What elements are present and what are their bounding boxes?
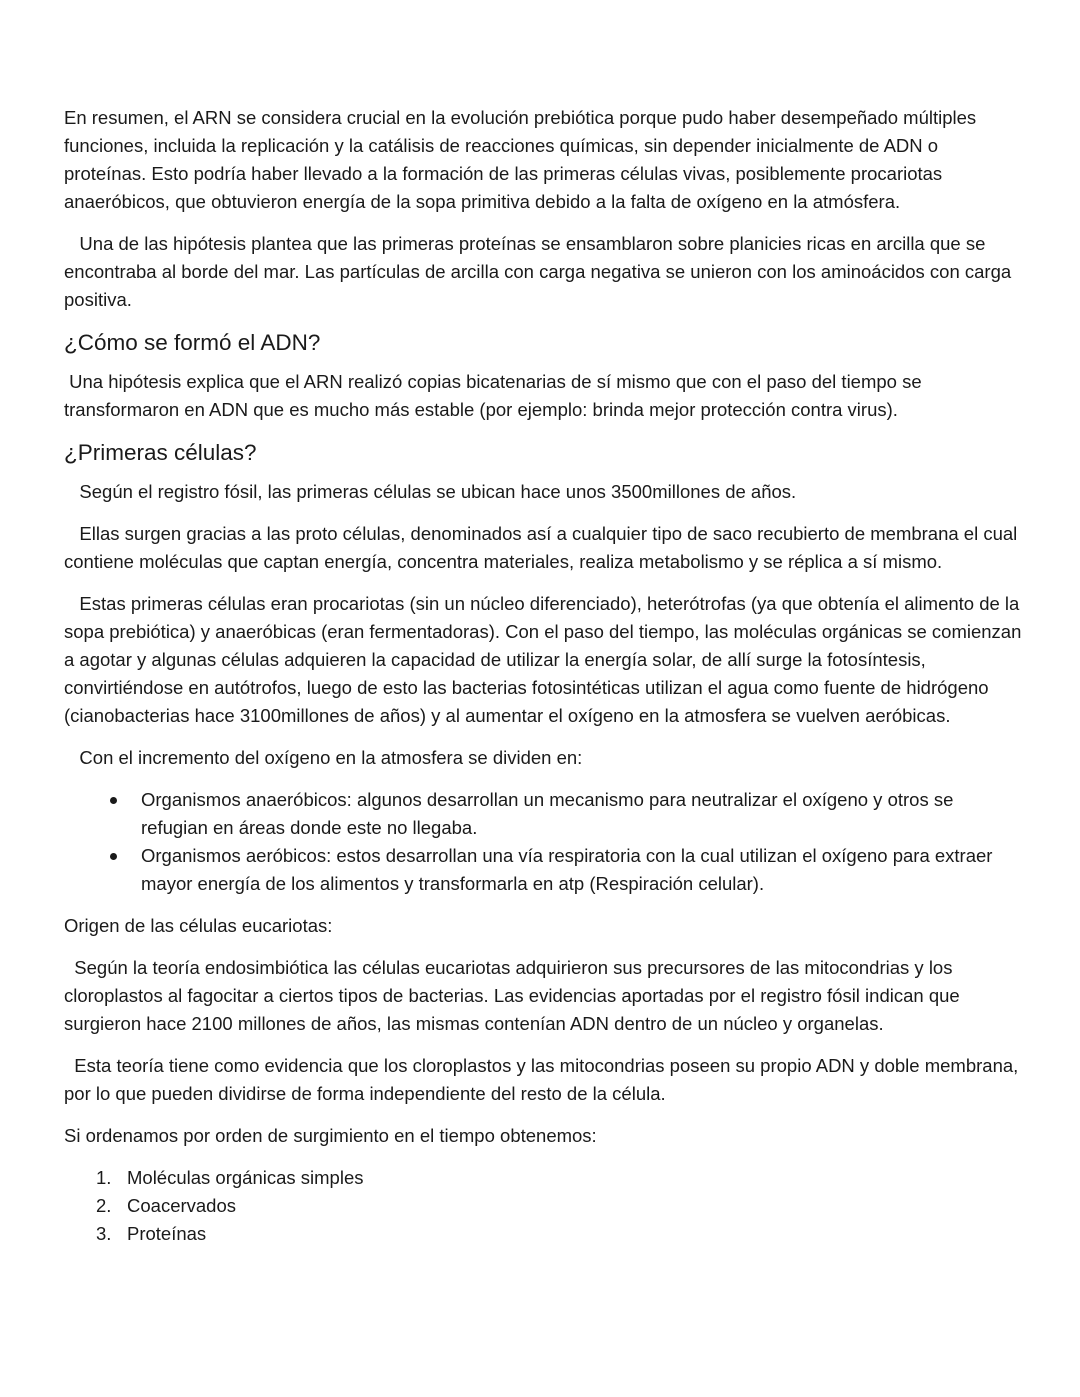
bullet-icon bbox=[110, 797, 117, 804]
bullet-icon bbox=[110, 853, 117, 860]
paragraph-order-intro: Si ordenamos por orden de surgimiento en el tiempo obtenemos: bbox=[64, 1125, 597, 1146]
list-item bbox=[96, 1164, 1024, 1192]
list-number: 3. bbox=[96, 1223, 112, 1244]
list-item bbox=[96, 1220, 1024, 1248]
list-item-text: Coacervados bbox=[127, 1195, 237, 1216]
list-item-text: Organismos aeróbicos: estos desarrollan una vía respiratoria con la cual utilizan el oxígeno para extraer mayor energía de los alimentos y transformarla en atp (Respiración celular). bbox=[141, 845, 993, 894]
paragraph-protocells: Ellas surgen gracias a las proto células, denominados así a cualquier tipo de saco recubierto de membrana el cual contiene moléculas que captan energía, concentra materiales, realiza metabolismo y se réplica a sí mismo. bbox=[64, 523, 1023, 572]
paragraph-clay-hypothesis: Una de las hipótesis plantea que las primeras proteínas se ensamblaron sobre planicies ricas en arcilla que se encontraba al borde del mar. Las partículas de arcilla con carga negativa se unieron con los aminoácidos con carga positiva. bbox=[64, 233, 1017, 310]
document-page bbox=[64, 104, 1027, 1248]
paragraph-theory-evidence: Esta teoría tiene como evidencia que los cloroplastos y las mitocondrias poseen su propio ADN y doble membrana, por lo que pueden dividirse de forma independiente del resto de la célula. bbox=[64, 1055, 1024, 1104]
list-item-text: Proteínas bbox=[127, 1223, 207, 1244]
list-item-text: Moléculas orgánicas simples bbox=[127, 1167, 364, 1188]
list-item-text: Organismos anaeróbicos: algunos desarrollan un mecanismo para neutralizar el oxígeno y otros se refugian en áreas donde este no llegaba. bbox=[141, 789, 954, 838]
paragraph-fossil-record: Según el registro fósil, las primeras células se ubican hace unos 3500millones de años. bbox=[64, 481, 797, 502]
list-item bbox=[96, 1192, 1024, 1220]
paragraph-adn-hypothesis: Una hipótesis explica que el ARN realizó copias bicatenarias de sí mismo que con el paso del tiempo se transformaron en ADN que es mucho más estable (por ejemplo: brinda mejor protección contra virus). bbox=[64, 371, 927, 420]
heading-first-cells: ¿Primeras células? bbox=[64, 440, 257, 465]
list-number: 2. bbox=[96, 1195, 112, 1216]
list-number: 1. bbox=[96, 1167, 112, 1188]
paragraph-oxygen-division: Con el incremento del oxígeno en la atmosfera se dividen en: bbox=[64, 747, 583, 768]
list-item bbox=[110, 786, 1024, 842]
paragraph-eukaryote-origin-label: Origen de las células eucariotas: bbox=[64, 915, 333, 936]
organism-type-list bbox=[64, 786, 1024, 898]
heading-adn-formation: ¿Cómo se formó el ADN? bbox=[64, 330, 321, 355]
list-item bbox=[110, 842, 1024, 898]
paragraph-endosymbiotic-theory: Según la teoría endosimbiótica las células eucariotas adquirieron sus precursores de las mitocondrias y los cloroplastos al fagocitar a ciertos tipos de bacterias. Las evidencias aportadas por el registro fósil indican que surgieron hace 2100 millones de años, las mismas contenían ADN dentro de un núcleo y organelas. bbox=[64, 957, 965, 1034]
paragraph-first-cells-traits: Estas primeras células eran procariotas (sin un núcleo diferenciado), heterótrofas (ya que obtenía el alimento de la sopa prebiótica) y anaeróbicas (eran fermentadoras). Con el paso del tiempo, las moléculas orgánicas se comienzan a agotar y algunas células adquieren la capacidad de utilizar la energía solar, de allí surge la fotosíntesis, convirtiéndose en autótrofos, luego de esto las bacterias fotosintéticas utilizan el agua como fuente de hidrógeno (cianobacterias hace 3100millones de años) y al aumentar el oxígeno en la atmosfera se vuelven aeróbicas. bbox=[64, 593, 1027, 726]
emergence-order-list bbox=[64, 1164, 1024, 1248]
paragraph-arn-summary: En resumen, el ARN se considera crucial en la evolución prebiótica porque pudo haber desempeñado múltiples funciones, incluida la replicación y la catálisis de reacciones químicas, sin depender inicialmente de ADN o proteínas. Esto podría haber llevado a la formación de las primeras células vivas, posiblemente procariotas anaeróbicos, que obtuvieron energía de la sopa primitiva debido a la falta de oxígeno en la atmósfera. bbox=[64, 107, 982, 212]
